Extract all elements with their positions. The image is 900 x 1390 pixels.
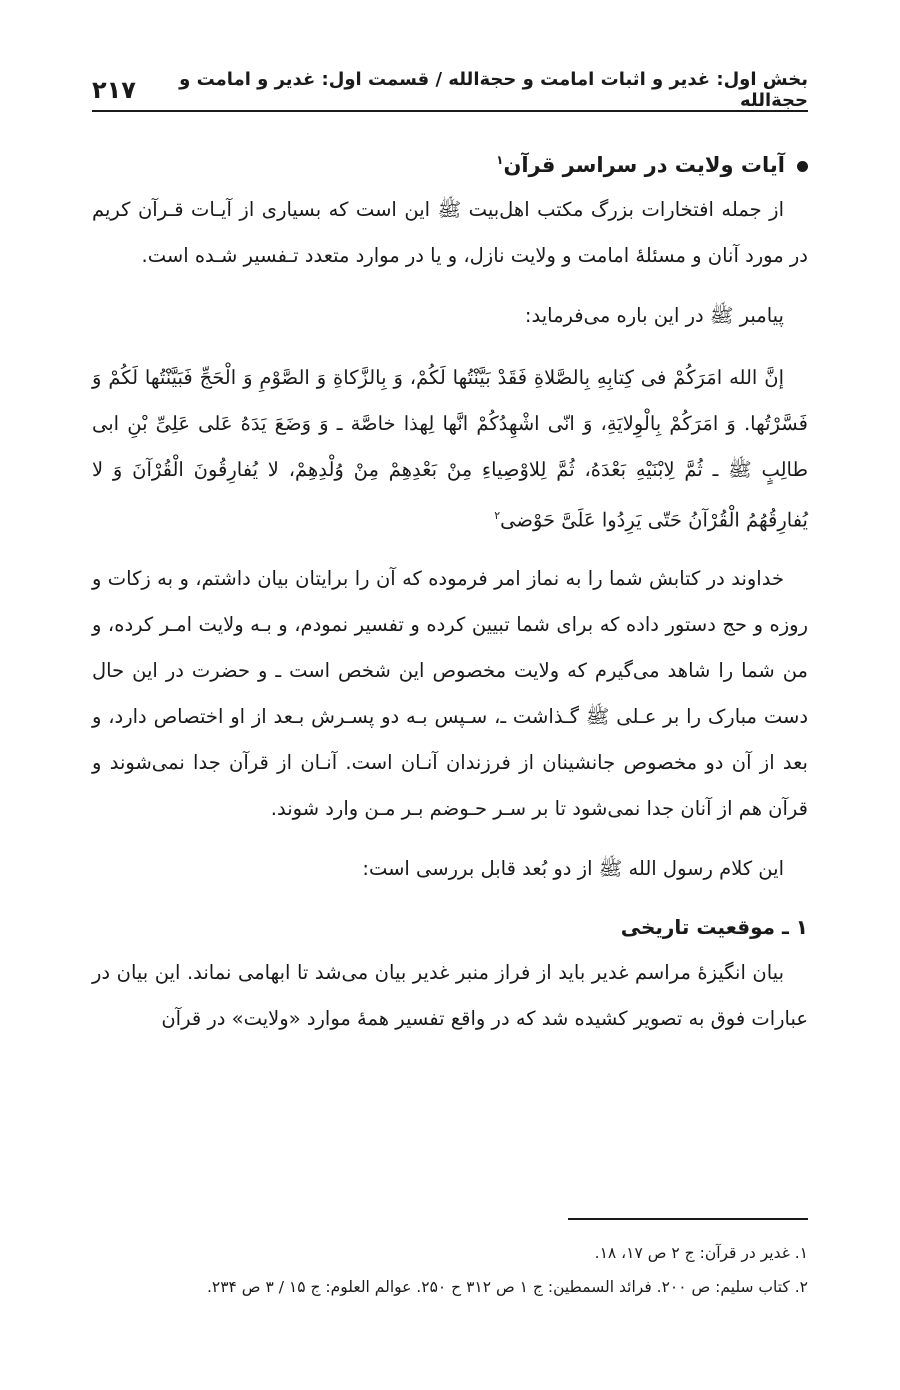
translation-paragraph: خداوند در کتابش شما را به نماز امر فرموده که آن را برایتان بیان داشتم، و به زکات و روزه و حج دستور داده که برای شما تبیین کرده و تفسیر نمودم، و بـه ولایت امـر کرده، و من شما را شاهد می‌گیرم که ولایت مخصوص این شخص است ـ و حضرت در این حال دست مبارک را بر عـلی ﷺ گـذاشت ـ، سـپس بـه دو پسـرش بـعد از او اختصاص دارد، و بعد از آن دو مخصوص جانشینان از فرزندان آنـان است. آنـان از قرآن جدا نمی‌شوند و قرآن هم از آنان جدا نمی‌شود تا بر سـر حـوضم بـر مـن وارد شوند. — [92, 566, 808, 820]
section-heading — [92, 140, 808, 185]
section-heading-text: آیات ولایت در سراسر قرآن — [503, 153, 785, 177]
page-number: ۲۱۷ — [92, 76, 136, 104]
arabic-hadith — [92, 355, 808, 544]
running-title: بخش اول: غدیر و اثبات امامت و حجةالله / قسمت اول: غدیر و امامت و حجةالله — [179, 69, 808, 111]
page-body — [92, 140, 808, 1042]
footnote-item: ۲. کتاب سلیم: ص ۲۰۰. فرائد السمطین: ج ۱ ص ۳۱۲ ح ۲۵۰. عوالم العلوم: ج ۱۵ / ۳ ص ۲۳۴. — [206, 1278, 808, 1296]
footnote-ref: ۱ — [496, 153, 504, 167]
arabic-hadith-text: إنَّ الله امَرَكُمْ فی كِتابِهِ بِالصَّلاةِ فَقَدْ بَیَّنْتُها لَكُمْ، وَ بِالزَّكاةِ وَ الصَّوْمِ وَ الْحَجِّ فَبَیَّنْتُها لَكُمْ وَ فَسَّرْتُها. وَ امَرَكُمْ بِالْوِلایَةِ، وَ انّی اشْهِدُكُمْ انَّها لِهذا خاصَّة ـ وَ وَضَعَ یَدَهُ عَلی عَلِیِّ بْنِ ابی طالِبٍ ﷺ ـ ثُمَّ لِابْنَیْهِ بَعْدَهُ، ثُمَّ لِلاوْصِیاءِ مِنْ بَعْدِهِمْ مِنْ وُلْدِهِمْ، لا یُفارِقُونَ الْقُرْآنَ وَ لا یُفارِقُهُمُ الْقُرْآنُ حَتّی یَرِدُوا عَلَیَّ حَوْضی — [92, 366, 808, 532]
paragraph: بیان انگیزهٔ مراسم غدیر باید از فراز منبر غدیر بیان می‌شد تا ابهامی نماند. این بیان در عبارات فوق به تصویر کشیده شد که در واقع تفسیر همهٔ موارد «ولایت» در قرآن — [92, 960, 808, 1030]
book-page — [92, 0, 808, 1390]
footnote-divider — [568, 1218, 808, 1220]
paragraph: پیامبر ﷺ در این باره می‌فرماید: — [524, 304, 784, 327]
footnote-item: ۱. غدیر در قرآن: ج ۲ ص ۱۷، ۱۸. — [594, 1244, 808, 1262]
footnotes — [92, 1236, 808, 1304]
subsection-heading: ۱ ـ موقعیت تاریخی — [620, 914, 808, 939]
paragraph: این کلام رسول الله ﷺ از دو بُعد قابل بررسی است: — [362, 856, 784, 880]
paragraph: از جمله افتخارات بزرگ مکتب اهل‌بیت ﷺ این است که بسیاری از آیـات قـرآن کریم در مورد آنان و مسئلهٔ امامت و ولایت نازل، و یا در موارد متعدد تـفسیر شـده است. — [92, 198, 808, 267]
footnote-ref: ۲ — [494, 509, 501, 522]
bullet-icon — [797, 161, 808, 172]
running-header — [92, 70, 808, 112]
